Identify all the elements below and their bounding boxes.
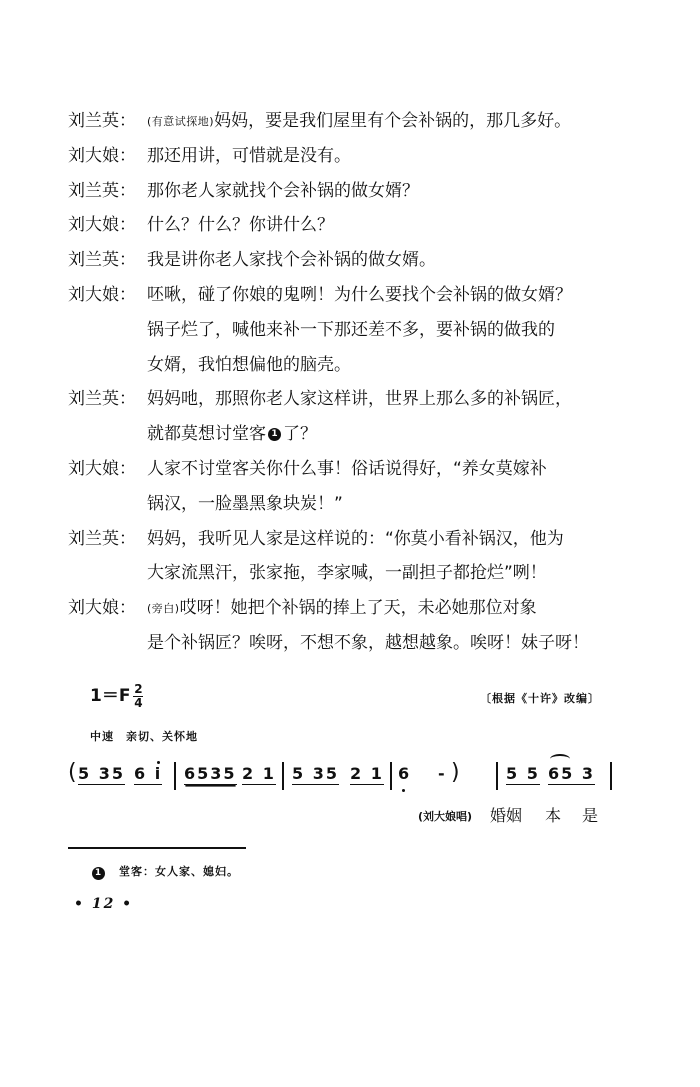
speaker-colon: ： xyxy=(119,458,136,479)
note-group: - xyxy=(438,764,447,783)
dialogue-line xyxy=(68,278,628,313)
speaker-name: 刘兰英 xyxy=(68,250,119,271)
stage-direction: (旁白) xyxy=(147,602,180,616)
dialogue-continuation xyxy=(68,417,628,452)
speech-text: 大家流黑汗，张家拖，李家喊，一副担子都抢烂”咧！ xyxy=(147,563,547,584)
note-group: 6 i xyxy=(134,764,163,783)
speaker-colon: ： xyxy=(119,528,136,549)
speaker-name: 刘大娘 xyxy=(68,215,119,236)
lyric: 是 xyxy=(582,806,599,825)
lyric: 本 xyxy=(545,806,562,825)
tempo-marking: 中速 亲切、关怀地 xyxy=(90,730,198,743)
note-group: 5 35 xyxy=(78,764,125,783)
note-group: 2 1 xyxy=(350,764,384,783)
time-denominator: 4 xyxy=(134,695,143,710)
time-numerator: 2 xyxy=(134,681,143,696)
barline xyxy=(496,762,498,790)
key-signature xyxy=(90,681,143,709)
speaker-colon: ： xyxy=(119,145,136,166)
speaker-colon: ： xyxy=(119,598,136,619)
footnote-marker-icon[interactable]: 1 xyxy=(268,428,281,441)
speaker-name: 刘兰英 xyxy=(68,111,119,131)
barline xyxy=(282,762,284,790)
lyric: 婚姻 xyxy=(490,806,523,825)
speaker-name: 刘兰英 xyxy=(68,528,119,549)
barline xyxy=(390,762,392,790)
stage-direction: (有意试探地) xyxy=(147,115,215,128)
dialogue-continuation xyxy=(68,626,628,661)
speaker-name: 刘兰英 xyxy=(68,389,119,410)
speaker-name: 刘大娘 xyxy=(68,598,119,619)
key-signature-text: 1＝F xyxy=(90,686,131,706)
speaker-colon: ： xyxy=(119,284,136,305)
low-octave-dot xyxy=(402,789,405,792)
barline xyxy=(174,762,176,790)
speech-text: 我是讲你老人家找个会补锅的做女婿。 xyxy=(147,250,436,271)
footnote-text: 堂客：女人家、媳妇。 xyxy=(119,865,239,878)
speech-text: 呸啾，碰了你娘的鬼咧！为什么要找个会补锅的做女婿？ xyxy=(147,284,572,305)
dialogue-line xyxy=(68,139,628,174)
dialogue-line xyxy=(68,174,628,209)
speech-text: 女婿，我怕想偏他的脑壳。 xyxy=(147,354,351,375)
dialogue-continuation xyxy=(68,487,628,522)
note-group: 6535 xyxy=(184,764,237,783)
speaker-colon: ： xyxy=(119,389,136,410)
speech-text: 那还用讲，可惜就是没有。 xyxy=(147,145,351,166)
dialogue-line xyxy=(68,591,628,626)
note-group: 5 35 xyxy=(292,764,339,783)
note-group: 6 xyxy=(398,764,412,783)
speech-text: 是个补锅匠？唉呀，不想不象，越想越象。唉呀！妹子呀！ xyxy=(147,632,589,653)
speech-text: 锅汉，一脸墨黑象块炭！” xyxy=(147,493,343,514)
slur-mark xyxy=(550,754,570,764)
note-group: 65 3 xyxy=(548,764,595,783)
footnote-marker-icon: 1 xyxy=(92,867,105,880)
dialogue-line xyxy=(68,104,628,139)
speaker-colon: ： xyxy=(119,111,136,131)
dialogue-continuation xyxy=(68,556,628,591)
dialogue-line xyxy=(68,208,628,243)
open-parenthesis: ( xyxy=(68,760,77,785)
jianpu-score xyxy=(68,760,628,800)
dialogue-line xyxy=(68,243,628,278)
speaker-name: 刘大娘 xyxy=(68,284,119,305)
note-group: 5 5 xyxy=(506,764,540,783)
footnote xyxy=(90,863,239,880)
dialogue-continuation xyxy=(68,313,628,348)
high-octave-dot xyxy=(157,761,160,764)
speech-text: 什么？什么？你讲什么？ xyxy=(147,215,334,236)
speaker-name: 刘兰英 xyxy=(68,180,119,201)
dialogue-block xyxy=(68,104,628,661)
speech-text: 人家不讨堂客关你什么事！俗话说得好，“养女莫嫁补 xyxy=(147,458,547,479)
close-parenthesis: ) xyxy=(451,760,460,785)
speech-text: 锅子烂了，喊他来补一下那还差不多，要补锅的做我的 xyxy=(147,319,555,340)
speaker-colon: ： xyxy=(119,250,136,271)
speech-text: 妈妈吔，那照你老人家这样讲，世界上那么多的补锅匠， xyxy=(147,389,572,410)
speech-text: 就都莫想讨堂客 xyxy=(147,424,266,445)
source-note: 〔根据《十许》改编〕 xyxy=(480,692,600,705)
speaker-colon: ： xyxy=(119,180,136,201)
speech-text: 了？ xyxy=(283,424,317,445)
note-group: 2 1 xyxy=(242,764,276,783)
barline xyxy=(610,762,612,790)
speaker-name: 刘大娘 xyxy=(68,145,119,166)
speech-text: 妈妈，我听见人家是这样说的：“你莫小看补锅汉，他为 xyxy=(147,528,564,549)
dialogue-continuation xyxy=(68,348,628,383)
dialogue-line xyxy=(68,452,628,487)
dialogue-line xyxy=(68,382,628,417)
speech-text: 哎呀！她把个补锅的捧上了天，未必她那位对象 xyxy=(179,598,537,619)
speaker-name: 刘大娘 xyxy=(68,458,119,479)
speech-text: 那你老人家就找个会补锅的做女婿？ xyxy=(147,180,419,201)
time-signature xyxy=(133,681,143,710)
singer-label: (刘大娘唱) xyxy=(418,810,473,823)
speaker-colon: ： xyxy=(119,215,136,236)
page-number: • 12 • xyxy=(74,896,134,912)
dialogue-line xyxy=(68,522,628,557)
speech-text: 妈妈，要是我们屋里有个会补锅的，那几多好。 xyxy=(214,111,572,131)
footnote-rule xyxy=(68,847,246,849)
